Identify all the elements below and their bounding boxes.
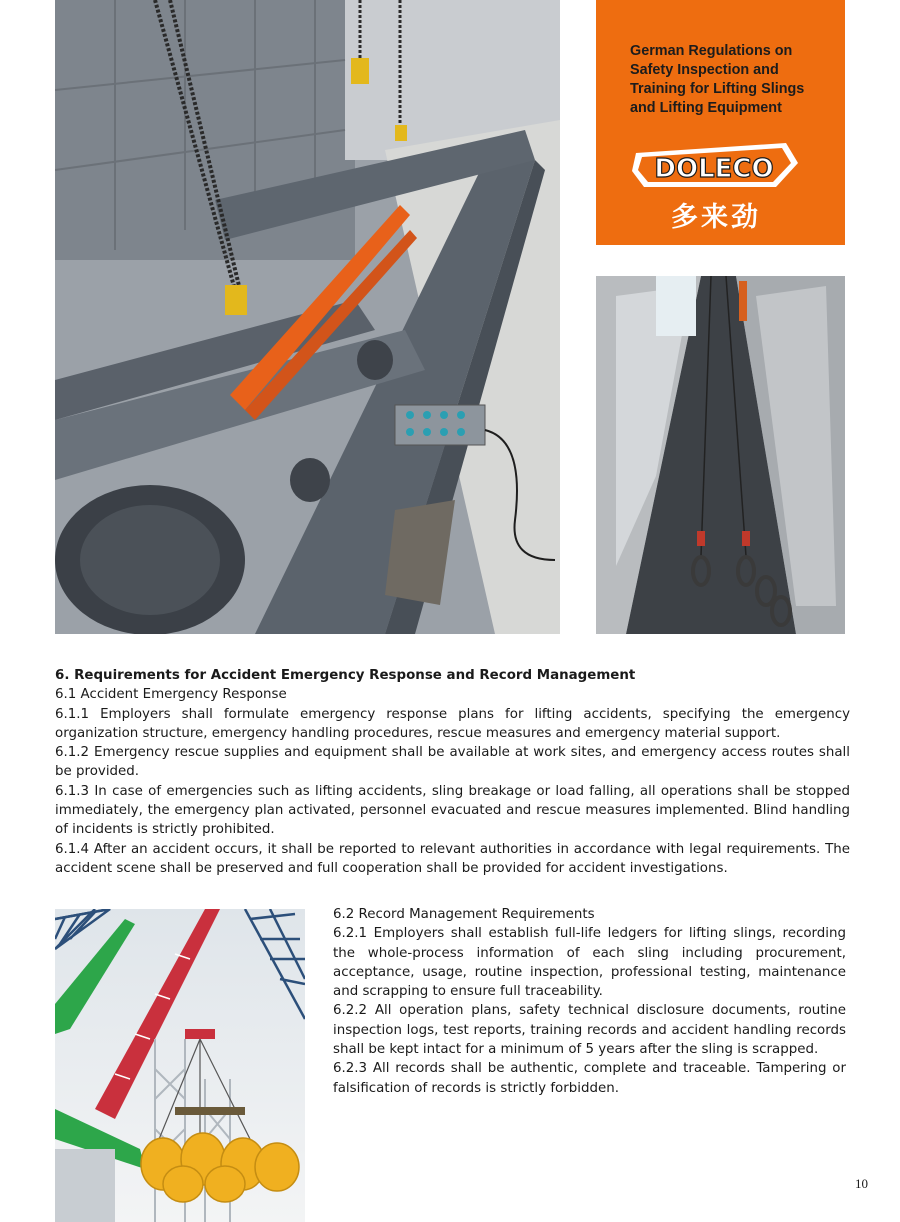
section-6-2 xyxy=(333,905,846,1098)
title-box xyxy=(596,0,845,245)
section-6 xyxy=(55,666,850,878)
section-6-heading: 6. Requirements for Accident Emergency Response and Record Management xyxy=(55,668,636,683)
paragraph-6-1-2: 6.1.2 Emergency rescue supplies and equipment shall be available at work sites, and emergency access routes shall be provided. xyxy=(55,745,850,780)
corridor-photo xyxy=(596,276,845,634)
machinery-photo xyxy=(55,0,560,634)
page-number: 10 xyxy=(855,1176,868,1191)
section-6-2-heading: 6.2 Record Management Requirements xyxy=(333,907,595,922)
crane-photo xyxy=(55,909,305,1222)
doleco-logo xyxy=(626,135,826,235)
paragraph-6-1-4: 6.1.4 After an accident occurs, it shall be reported to relevant authorities in accordance with legal requirements. The accident scene shall be preserved and full cooperation shall be provided for accident investigations. xyxy=(55,841,850,876)
logo-chinese-text: 多来劲 xyxy=(671,202,761,233)
paragraph-6-2-3: 6.2.3 All records shall be authentic, complete and traceable. Tampering or falsification of records is strictly forbidden. xyxy=(333,1061,846,1096)
paragraph-6-2-2: 6.2.2 All operation plans, safety technical disclosure documents, routine inspection logs, test reports, training records and accident handling records shall be kept intact for a minimum of 5 years after the sling is scrapped. xyxy=(333,1003,846,1058)
paragraph-6-1-1: 6.1.1 Employers shall formulate emergency response plans for lifting accidents, specifying the emergency organization structure, emergency handling procedures, rescue measures and emergency material support. xyxy=(55,706,850,741)
paragraph-6-1-3: 6.1.3 In case of emergencies such as lifting accidents, sling breakage or load falling, all operations shall be stopped immediately, the emergency plan activated, personnel evacuated and rescue measures implemented. Blind handling of incidents is strictly prohibited. xyxy=(55,783,850,838)
paragraph-6-2-1: 6.2.1 Employers shall establish full-life ledgers for lifting slings, recording the whole-process information of each sling including procurement, acceptance, usage, routine inspection, professional testing, maintenance and scrapping to ensure full traceability. xyxy=(333,926,846,1000)
section-6-1-heading: 6.1 Accident Emergency Response xyxy=(55,687,287,703)
logo-wordmark: DOLECO xyxy=(654,154,774,184)
document-title: German Regulations on Safety Inspection and Training for Lifting Slings and Lifting Equipment xyxy=(630,43,805,116)
